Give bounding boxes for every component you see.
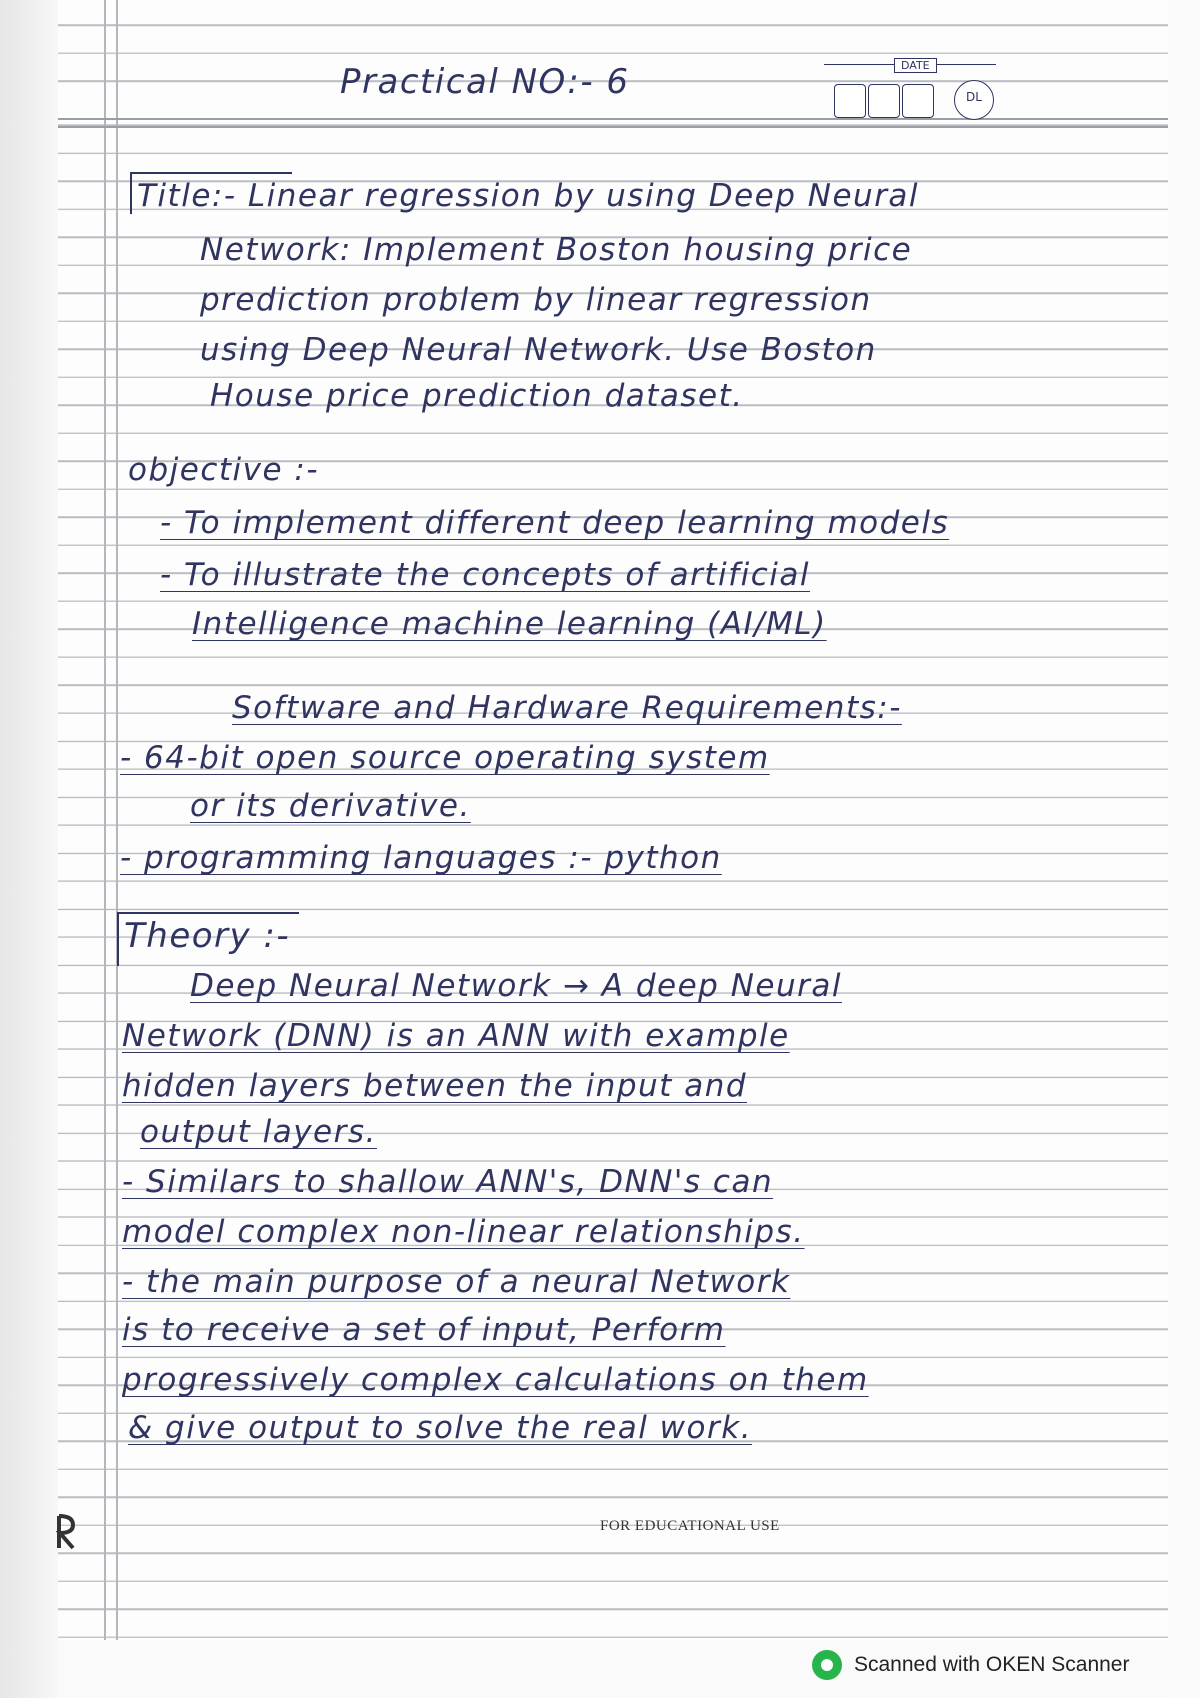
header-rule <box>58 126 1168 128</box>
theory-line: is to receive a set of input, Perform <box>122 1312 726 1348</box>
margin-line <box>116 0 118 1640</box>
requirements-heading: Software and Hardware Requirements:- <box>232 690 902 726</box>
title-line: prediction problem by linear regression <box>200 282 872 318</box>
dl-seal-text: DL <box>966 90 982 104</box>
theory-line: output layers. <box>140 1114 377 1150</box>
date-box <box>824 52 1004 126</box>
date-cell-year <box>902 84 934 118</box>
practical-number: Practical NO:- 6 <box>340 62 630 102</box>
objective-line: - To illustrate the concepts of artificial <box>160 557 810 593</box>
dl-seal <box>954 80 994 120</box>
theory-line: - Similars to shallow ANN's, DNN's can <box>122 1164 774 1200</box>
theory-line: - the main purpose of a neural Network <box>122 1264 791 1300</box>
requirements-line: or its derivative. <box>190 788 471 824</box>
theory-line: model complex non-linear relationships. <box>122 1214 805 1250</box>
scanner-logo-icon <box>812 1650 842 1680</box>
page-edge-shadow <box>0 0 58 1698</box>
title-line: Title:- Linear regression by using Deep Neural <box>137 178 920 214</box>
scanner-text: Scanned with OKEN Scanner <box>854 1653 1130 1676</box>
educational-use-print: FOR EDUCATIONAL USE <box>600 1518 780 1534</box>
title-line: Network: Implement Boston housing price <box>200 232 913 268</box>
objective-line: - To implement different deep learning models <box>160 505 950 541</box>
date-label: DATE <box>894 58 937 73</box>
title-line: using Deep Neural Network. Use Boston <box>200 332 877 368</box>
objective-line: Intelligence machine learning (AI/ML) <box>192 606 827 642</box>
title-line: House price prediction dataset. <box>210 378 744 414</box>
objective-heading: objective :- <box>128 452 320 488</box>
date-cell-month <box>868 84 900 118</box>
theory-line: Network (DNN) is an ANN with example <box>122 1018 790 1054</box>
date-cell-day <box>834 84 866 118</box>
theory-line: & give output to solve the real work. <box>128 1410 753 1446</box>
margin-line <box>104 0 106 1640</box>
theory-line: hidden layers between the input and <box>122 1068 748 1104</box>
requirements-line: - 64-bit open source operating system <box>120 740 770 776</box>
theory-heading: Theory :- <box>124 916 291 956</box>
theory-line: progressively complex calculations on them <box>122 1362 869 1398</box>
publisher-logo <box>56 1512 76 1561</box>
requirements-line: - programming languages :- python <box>120 840 722 876</box>
theory-line: Deep Neural Network → A deep Neural <box>190 968 842 1004</box>
